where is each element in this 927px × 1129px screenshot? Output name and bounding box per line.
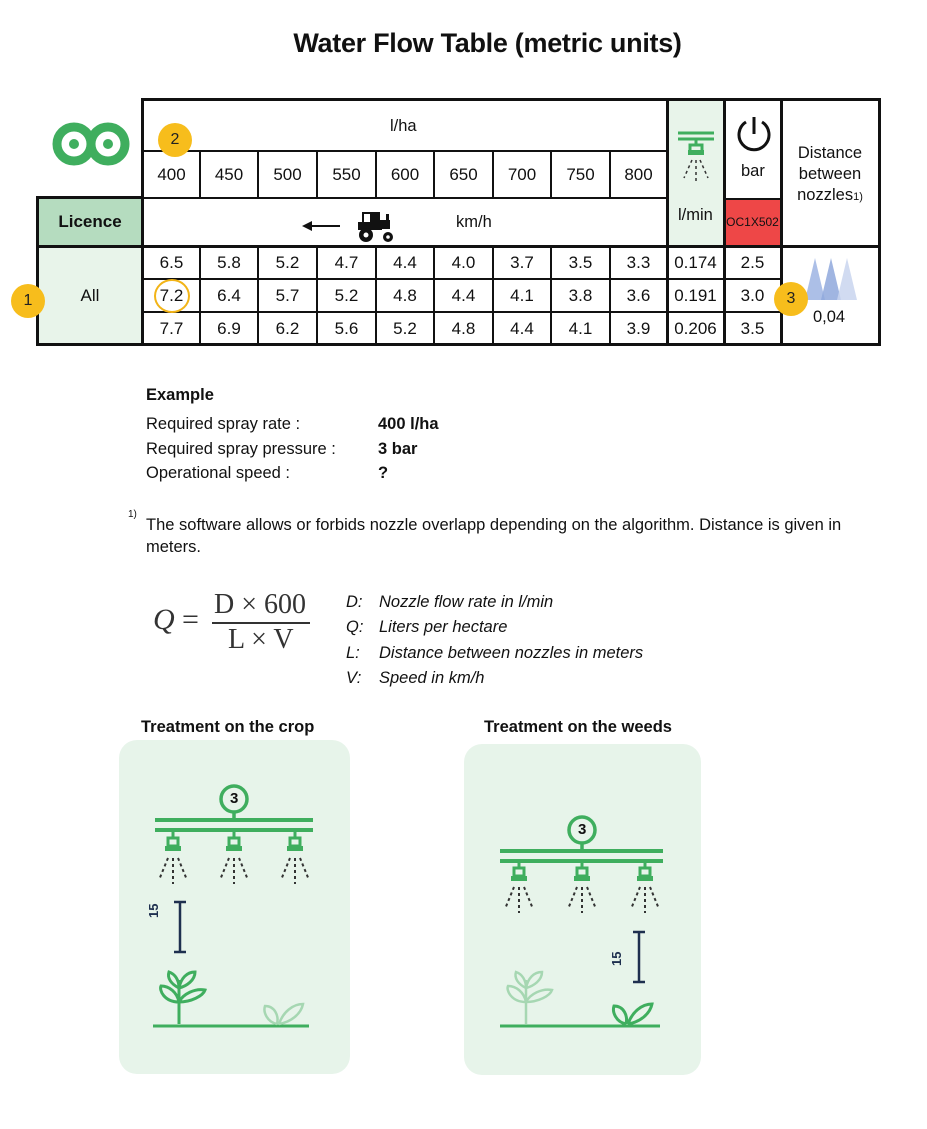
nozzle-code-cell — [724, 198, 781, 246]
speed-cell: 6.9 — [217, 318, 241, 338]
speed-cell: 4.8 — [451, 318, 476, 338]
table-line-bar — [724, 198, 781, 200]
formula-equals: = — [182, 603, 199, 636]
speed-cell: 4.1 — [568, 318, 593, 338]
speed-cell: 3.6 — [626, 285, 651, 305]
speed-cell: 3.7 — [510, 252, 534, 272]
badge-1: 1 — [11, 284, 45, 318]
footnote-line-1: The software allows or forbids nozzle overlapp depending on the algorithm. Distance is given in — [146, 516, 842, 534]
speed-cell: 3.8 — [568, 285, 593, 305]
lha-header: l/ha — [390, 117, 417, 135]
distance-header-label: Distance between nozzles — [797, 144, 863, 204]
weeds-badge-label: 3 — [578, 821, 587, 838]
lmin-cell: 0.174 — [674, 252, 717, 272]
lha-value-cell: 550 — [332, 164, 361, 184]
licence-header-cell — [37, 198, 143, 246]
speed-cell: 6.5 — [159, 252, 184, 272]
licence-value: All — [80, 285, 100, 305]
lmin-cell: 0.191 — [674, 285, 717, 305]
speed-cell: 5.2 — [275, 252, 300, 272]
speed-cell: 4.0 — [451, 252, 476, 272]
lha-value-cell: 650 — [449, 164, 478, 184]
lha-value-cell: 700 — [507, 164, 537, 184]
licence-value-cell — [37, 246, 143, 345]
speed-cell: 3.5 — [568, 252, 593, 272]
lha-value-cell: 600 — [390, 164, 420, 184]
illustration-crop-title: Treatment on the crop — [141, 718, 315, 736]
badge-3: 3 — [774, 282, 808, 316]
legend-key-q: Q: — [346, 618, 364, 636]
badge-2: 2 — [158, 123, 192, 157]
distance-header-superscript: 1) — [853, 191, 863, 203]
speed-cell: 3.9 — [626, 318, 651, 338]
legend-text-q: Liters per hectare — [379, 618, 508, 636]
speed-cell: 5.2 — [393, 318, 417, 338]
lmin-cell: 0.206 — [674, 318, 717, 338]
table-border-right — [878, 98, 881, 346]
speed-cell: 5.2 — [334, 285, 359, 305]
footnote-marker: 1) — [128, 509, 137, 520]
nozzle-spray-icon — [676, 128, 716, 184]
weeds-sprayer-illustration — [464, 744, 701, 1075]
example-value-speed: ? — [378, 464, 389, 482]
speed-cell: 4.8 — [393, 285, 417, 305]
example-label-pressure: Required spray pressure : — [146, 440, 336, 458]
bar-cell: 3.0 — [740, 285, 765, 305]
legend-text-v: Speed in km/h — [379, 669, 485, 687]
legend-text-l: Distance between nozzles in meters — [379, 644, 644, 662]
nozzle-code: OC1X502 — [726, 215, 779, 229]
formula-q: Q — [153, 603, 175, 636]
tractor-direction-icon — [300, 208, 400, 244]
speed-cell: 3.3 — [626, 252, 651, 272]
brand-logo-icon — [50, 118, 132, 170]
speed-cell: 4.4 — [451, 285, 476, 305]
licence-label: Licence — [58, 212, 122, 231]
highlight-ring — [154, 279, 190, 313]
lha-value-cell: 500 — [273, 164, 302, 184]
table-line-speed — [143, 197, 667, 199]
example-label-rate: Required spray rate : — [146, 415, 301, 433]
speed-cell: 7.7 — [159, 318, 184, 338]
example-value-rate: 400 l/ha — [378, 415, 439, 433]
speed-cell: 4.4 — [393, 252, 417, 272]
speed-cell: 6.2 — [275, 318, 300, 338]
speed-cell: 4.4 — [510, 318, 534, 338]
table-border-top — [141, 98, 880, 101]
legend-text-d: Nozzle flow rate in l/min — [379, 593, 554, 611]
power-icon — [734, 114, 774, 154]
table-border-left — [36, 196, 39, 346]
distance-header — [784, 143, 876, 208]
speed-cell: 6.4 — [217, 285, 241, 305]
crop-height-label: 15 — [146, 903, 161, 918]
speed-cell: 5.6 — [334, 318, 359, 338]
speed-cell: 5.7 — [275, 285, 300, 305]
page-title: Water Flow Table (metric units) — [293, 28, 682, 58]
bar-header: bar — [741, 162, 765, 180]
lmin-header: l/min — [678, 206, 713, 224]
bar-cell: 2.5 — [740, 252, 765, 272]
lha-value-cell: 450 — [214, 164, 244, 184]
spray-overlap-icon — [805, 256, 857, 302]
speed-cell: 4.7 — [334, 252, 359, 272]
speed-cell: 7.2 — [159, 285, 184, 305]
speed-cell: 5.8 — [217, 252, 241, 272]
footnote-line-2: meters. — [146, 538, 202, 556]
distance-value: 0,04 — [813, 308, 846, 326]
bar-cell: 3.5 — [740, 318, 765, 338]
crop-badge-label: 3 — [230, 790, 239, 807]
lha-value-cell: 750 — [566, 164, 595, 184]
formula-numerator: D × 600 — [214, 589, 307, 620]
example-label-speed: Operational speed : — [146, 464, 291, 482]
illustration-weeds-title: Treatment on the weeds — [484, 718, 672, 736]
table-border-licence-top — [36, 196, 144, 199]
legend-key-v: V: — [346, 669, 362, 687]
speed-cell: 4.1 — [510, 285, 534, 305]
example-value-pressure: 3 bar — [378, 440, 418, 458]
formula-denominator: L × V — [228, 624, 294, 655]
legend-key-l: L: — [346, 644, 360, 662]
legend-key-d: D: — [346, 593, 363, 611]
weeds-height-label: 15 — [609, 951, 624, 966]
lha-value-cell: 400 — [157, 164, 186, 184]
kmh-header: km/h — [456, 213, 492, 231]
lha-value-cell: 800 — [624, 164, 653, 184]
example-heading: Example — [146, 386, 214, 404]
illustration-weeds-card — [464, 744, 701, 1075]
